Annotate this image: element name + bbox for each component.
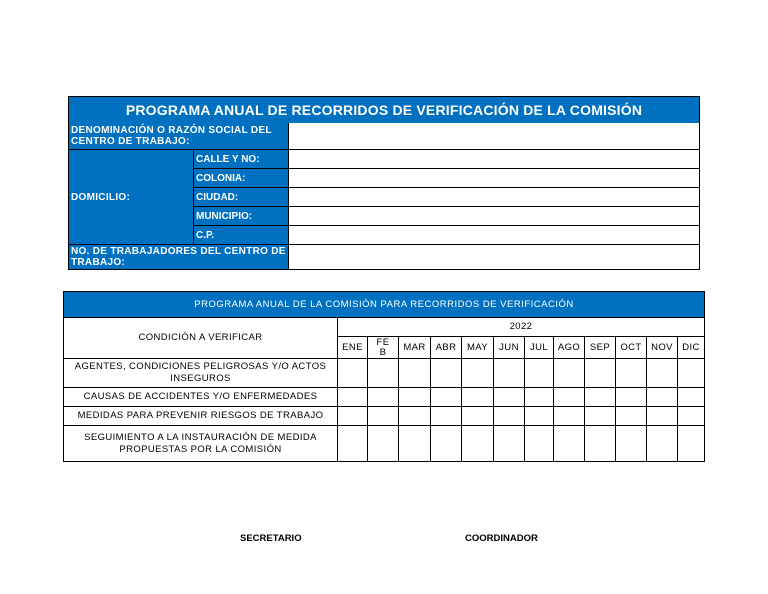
schedule-cell[interactable] (338, 388, 368, 407)
schedule-cell[interactable] (554, 426, 585, 461)
schedule-cell[interactable] (431, 426, 462, 461)
schedule-cell[interactable] (678, 388, 704, 407)
schedule-cell[interactable] (494, 407, 525, 426)
month-header: MAR (399, 337, 431, 359)
denominacion-value-field[interactable] (289, 123, 699, 150)
schedule-cell[interactable] (399, 407, 431, 426)
verification-schedule-table (63, 291, 705, 462)
schedule-cell[interactable] (616, 359, 647, 388)
secretario-signature-label: SECRETARIO (240, 533, 302, 544)
schedule-cell[interactable] (616, 426, 647, 461)
schedule-cell[interactable] (399, 388, 431, 407)
month-header: ABR (431, 337, 462, 359)
schedule-cell[interactable] (525, 359, 554, 388)
ciudad-label: CIUDAD: (193, 188, 289, 207)
month-header: MAY (462, 337, 494, 359)
schedule-cell[interactable] (647, 359, 678, 388)
schedule-cell[interactable] (462, 359, 494, 388)
schedule-cell[interactable] (368, 426, 399, 461)
ciudad-value-field[interactable] (289, 188, 699, 207)
schedule-cell[interactable] (525, 407, 554, 426)
schedule-cell[interactable] (678, 407, 704, 426)
denominacion-label: DENOMINACIÓN O RAZÓN SOCIAL DEL CENTRO DE TRABAJO: (69, 123, 289, 150)
year-header: 2022 (338, 317, 704, 337)
schedule-cell[interactable] (647, 388, 678, 407)
month-header: SEP (585, 337, 616, 359)
schedule-cell[interactable] (554, 407, 585, 426)
municipio-label: MUNICIPIO: (193, 207, 289, 226)
schedule-cell[interactable] (368, 407, 399, 426)
schedule-cell[interactable] (462, 407, 494, 426)
month-header: JUL (525, 337, 554, 359)
bottom-table-title: PROGRAMA ANUAL DE LA COMISIÓN PARA RECORRIDOS DE VERIFICACIÓN (64, 292, 704, 318)
schedule-cell[interactable] (647, 407, 678, 426)
schedule-cell[interactable] (616, 388, 647, 407)
month-header: FE B (368, 337, 399, 359)
month-header: DIC (678, 337, 704, 359)
schedule-cell[interactable] (678, 359, 704, 388)
schedule-cell[interactable] (368, 388, 399, 407)
trabajadores-label: NO. DE TRABAJADORES DEL CENTRO DE TRABAJO: (69, 245, 289, 269)
condition-row-label: AGENTES, CONDICIONES PELIGROSAS Y/O ACTOS INSEGUROS (64, 359, 338, 388)
schedule-cell[interactable] (431, 388, 462, 407)
schedule-cell[interactable] (399, 426, 431, 461)
calle-label: CALLE Y NO: (193, 150, 289, 169)
condition-row-label: SEGUIMIENTO A LA INSTAURACIÓN DE MEDIDA PROPUESTAS POR LA COMISIÓN (64, 426, 338, 461)
condition-header: CONDICIÓN A VERIFICAR (64, 317, 338, 359)
condition-row-label: CAUSAS DE ACCIDENTES Y/O ENFERMEDADES (64, 388, 338, 407)
schedule-cell[interactable] (338, 426, 368, 461)
schedule-cell[interactable] (585, 426, 616, 461)
schedule-cell[interactable] (647, 426, 678, 461)
trabajadores-value-field[interactable] (289, 245, 699, 269)
colonia-label: COLONIA: (193, 169, 289, 188)
schedule-cell[interactable] (525, 388, 554, 407)
municipio-value-field[interactable] (289, 207, 699, 226)
domicilio-label: DOMICILIO: (69, 150, 194, 245)
calle-value-field[interactable] (289, 150, 699, 169)
schedule-cell[interactable] (368, 359, 399, 388)
schedule-cell[interactable] (554, 359, 585, 388)
schedule-cell[interactable] (494, 388, 525, 407)
schedule-cell[interactable] (494, 426, 525, 461)
schedule-cell[interactable] (462, 426, 494, 461)
month-header: OCT (616, 337, 647, 359)
schedule-cell[interactable] (585, 359, 616, 388)
schedule-cell[interactable] (338, 359, 368, 388)
schedule-cell[interactable] (554, 388, 585, 407)
schedule-cell[interactable] (462, 388, 494, 407)
schedule-cell[interactable] (494, 359, 525, 388)
coordinador-signature-label: COORDINADOR (465, 533, 538, 544)
schedule-cell[interactable] (585, 407, 616, 426)
colonia-value-field[interactable] (289, 169, 699, 188)
schedule-cell[interactable] (678, 426, 704, 461)
schedule-cell[interactable] (616, 407, 647, 426)
schedule-cell[interactable] (431, 359, 462, 388)
month-header: NOV (647, 337, 678, 359)
month-header: JUN (494, 337, 525, 359)
schedule-cell[interactable] (585, 388, 616, 407)
schedule-cell[interactable] (338, 407, 368, 426)
schedule-cell[interactable] (525, 426, 554, 461)
schedule-cell[interactable] (399, 359, 431, 388)
cp-label: C.P. (193, 226, 289, 245)
month-header: ENE (338, 337, 368, 359)
cp-value-field[interactable] (289, 226, 699, 245)
schedule-cell[interactable] (431, 407, 462, 426)
condition-row-label: MEDIDAS PARA PREVENIR RIESGOS DE TRABAJO (64, 407, 338, 426)
month-header: AGO (554, 337, 585, 359)
top-table-title: PROGRAMA ANUAL DE RECORRIDOS DE VERIFICACIÓN DE LA COMISIÓN (69, 97, 699, 124)
workplace-info-table (68, 96, 700, 270)
